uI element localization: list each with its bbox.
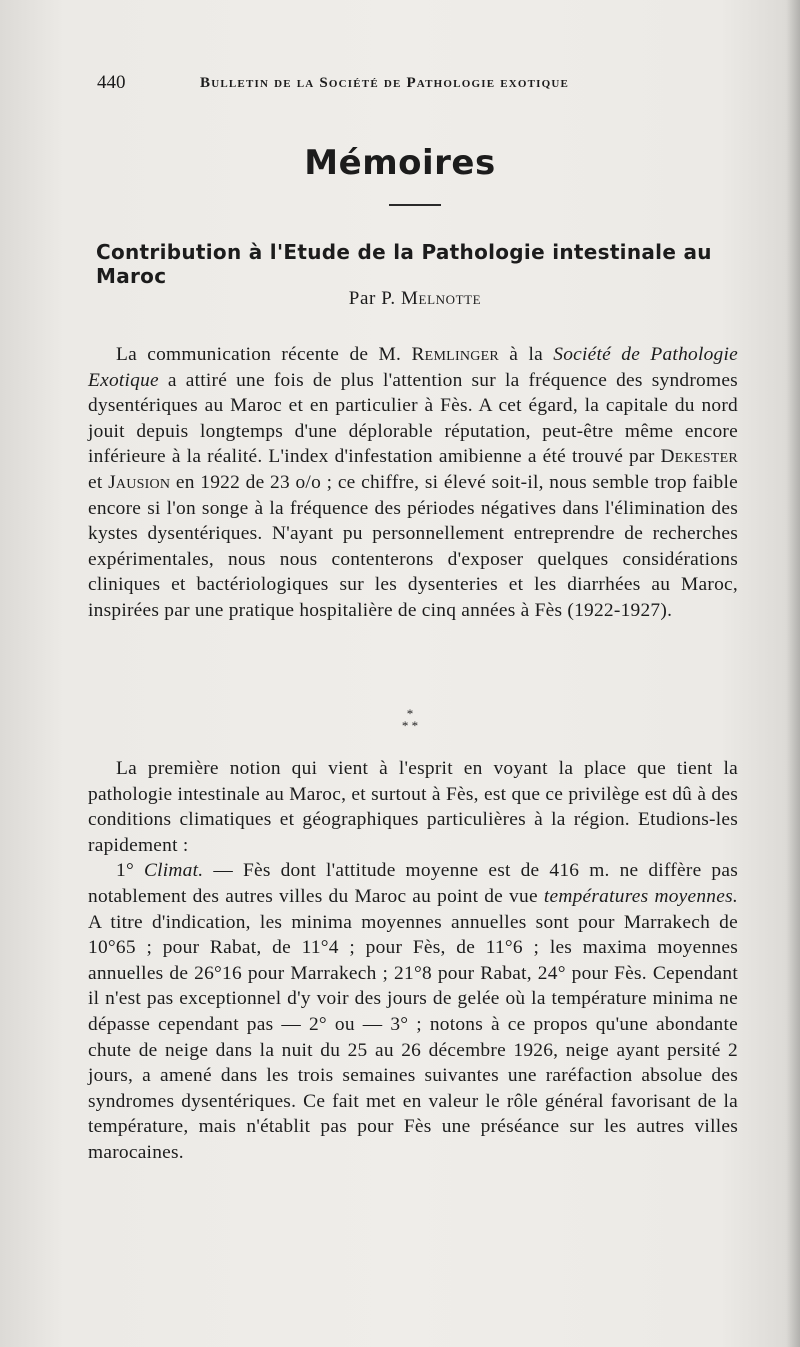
author-name: Dekester [660, 446, 738, 468]
text-span: à la [509, 344, 543, 365]
author-name: Remlinger [411, 344, 499, 365]
text-span: A titre d'indication, les minima moyennes annuelles sont pour Marrakech de 10°65 ; pour Rabat, de 11°4 ; pour Fès, de 11°6 ; les maxima moyennes annuelles de 26°16 pour Marrakech ; 21°8 pour Rabat, 24° pour Fès. Cependant il n'est pas exceptionnel d'y voir des jours de gelée où la température minima ne dépasse cependant pas — 2° ou — 3° ; notons à ce propos qu'une abondante chute de neige dans la nuit du 25 au 26 décembre 1926, neige ayant persité 2 jours, a amené dans les trois semaines suivantes une raréfaction absolue des syndromes dysentériques. Ce fait met en valeur le rôle général favorisant de la température, mais n'établit pas pour Fès une préséance sur les autres villes marocaines. [88, 911, 738, 1163]
running-head: Bulletin de la Société de Pathologie exotique [200, 75, 570, 91]
article-title: Contribution à l'Etude de la Pathologie intestinale au Maroc [96, 240, 712, 288]
author-name: Jausion [108, 471, 171, 493]
item-number: 1° [116, 860, 134, 882]
paragraph-3 [88, 858, 738, 1165]
text-span: a attiré une fois de plus l'attention sur la fréquence des syndromes dysentériques au Maroc et en particulier à Fès. A cet égard, la capitale du nord jouit depuis longtemps d'une déplorable réputation, peut-être même encore inférieure à la réalité. L'index d'infestation amibienne a été trouvé par [88, 369, 738, 468]
asterism-top: * [406, 706, 414, 721]
paragraph-introduction [88, 342, 738, 624]
text-span: en 1922 de 23 o/o ; ce chiffre, si élevé soit-il, nous semble trop faible encore si l'on songe à la fréquence des périodes négatives dans l'élimination des kystes dysentériques. N'ayant pu personnellement entreprendre de recherches expérimentales, nous nous contenterons d'exposer quelques considérations cliniques et bactériologiques sur les dysenteries et les diarrhées au Maroc, inspirées par une pratique hospitalière de cinq années à Fès (1922-1927). [88, 471, 738, 621]
text-span: La communication récente de M. [116, 344, 402, 365]
item-lead: Climat. [143, 860, 204, 882]
asterism [380, 708, 440, 732]
section-title: Mémoires [304, 143, 496, 183]
emphasis: températures moyennes. [543, 885, 738, 907]
text-span: — Fès dont l'attitude moyenne est de 416 m. ne diffère pas notablement des autres villes du Maroc au point de vue [88, 860, 739, 907]
journal-name: Société de Pathologie Exotique [88, 344, 738, 391]
byline-prefix: Par P. [348, 288, 396, 309]
title-rule [389, 204, 441, 206]
paragraph-climate [88, 756, 738, 1166]
page-header [0, 72, 800, 102]
paragraph-2: La première notion qui vient à l'esprit en voyant la place que tient la pathologie intestinale au Maroc, et surtout à Fès, est que ce privilège est dû à des conditions climatiques et géographiques particulières à la région. Etudions-les rapidement : [88, 758, 738, 856]
byline [0, 288, 800, 310]
asterism-bottom: * * [401, 718, 419, 733]
scan-edge-shadow [786, 0, 800, 1347]
byline-author: Melnotte [401, 288, 482, 309]
page-number: 440 [97, 72, 126, 93]
paragraph-1 [88, 342, 738, 624]
text-span: et [88, 471, 103, 493]
